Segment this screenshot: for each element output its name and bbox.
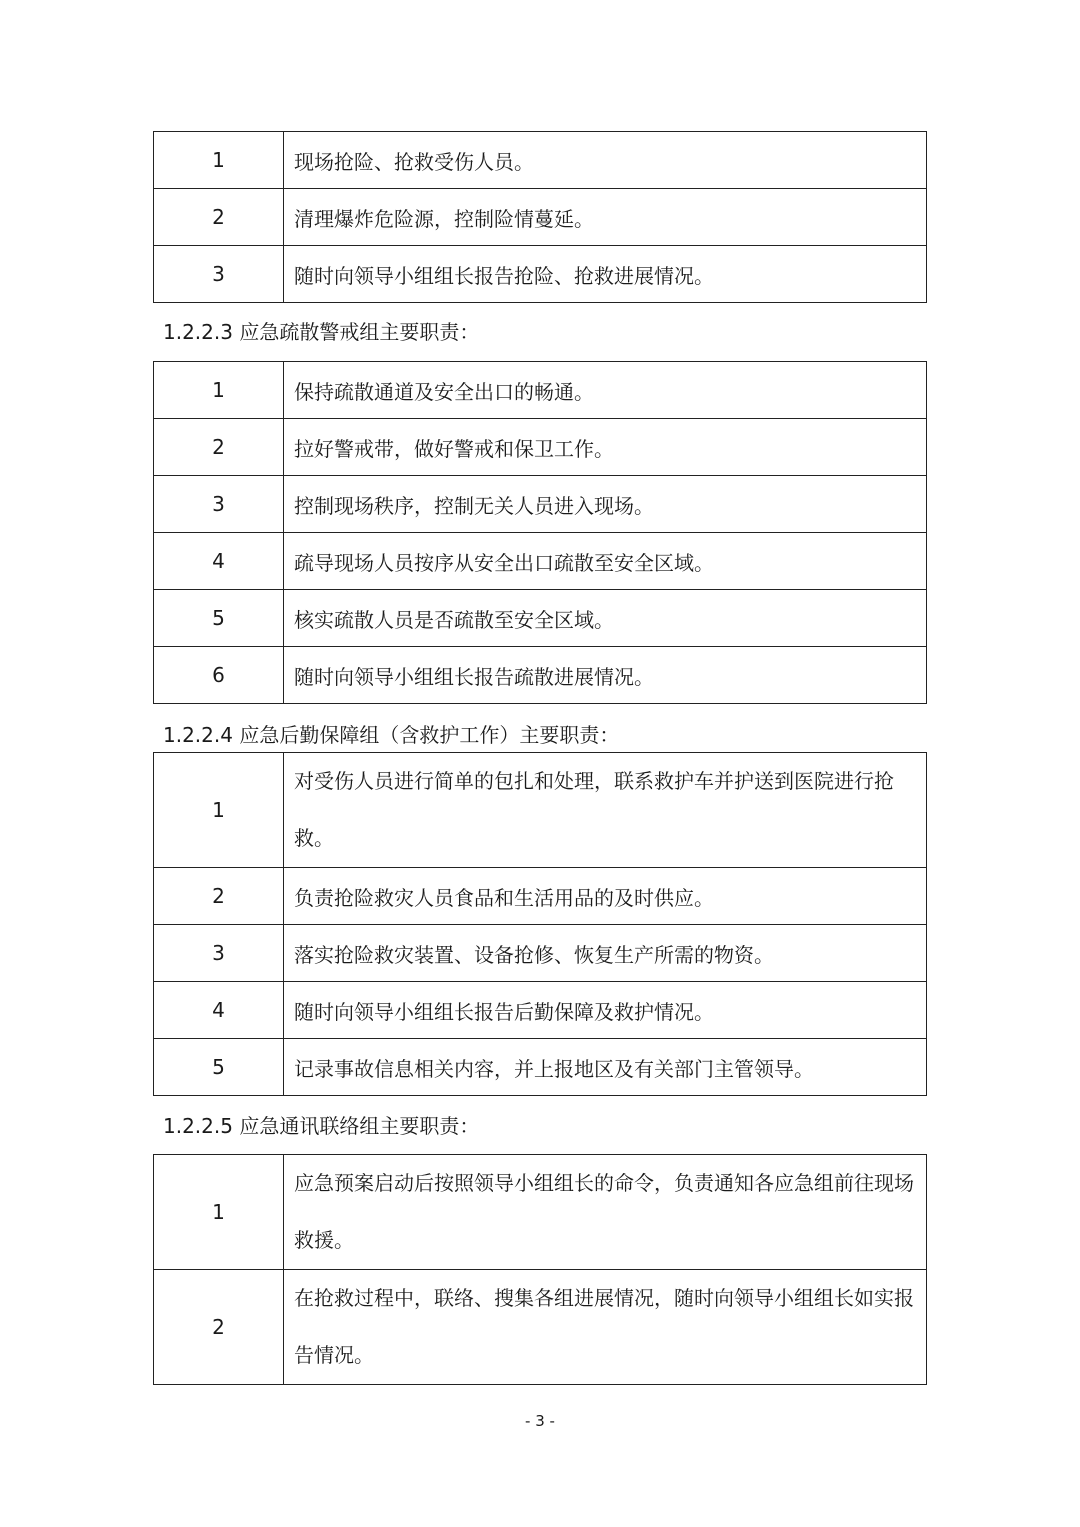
row-number: 1 <box>154 753 284 868</box>
duty-text: 在抢救过程中，联络、搜集各组进展情况，随时向领导小组组长如实报告情况。 <box>284 1270 927 1385</box>
page-number: - 3 - <box>525 1412 555 1430</box>
table-row <box>154 753 927 868</box>
row-number: 5 <box>154 590 284 647</box>
row-number: 1 <box>154 362 284 419</box>
table-row <box>154 362 927 419</box>
row-number: 1 <box>154 1155 284 1270</box>
duty-text: 控制现场秩序，控制无关人员进入现场。 <box>284 476 927 533</box>
duty-text: 随时向领导小组组长报告疏散进展情况。 <box>284 647 927 704</box>
duty-text: 疏导现场人员按序从安全出口疏散至安全区域。 <box>284 533 927 590</box>
table-row <box>154 419 927 476</box>
row-number: 2 <box>154 419 284 476</box>
duty-text: 随时向领导小组组长报告抢险、抢救进展情况。 <box>284 246 927 303</box>
section-heading-communication: 1.2.2.5 应急通讯联络组主要职责： <box>163 1114 480 1138</box>
table-row <box>154 1155 927 1270</box>
table-row <box>154 1039 927 1096</box>
row-number: 4 <box>154 533 284 590</box>
table-row <box>154 925 927 982</box>
row-number: 3 <box>154 476 284 533</box>
table-row <box>154 533 927 590</box>
table-row <box>154 647 927 704</box>
duty-text: 现场抢险、抢救受伤人员。 <box>284 132 927 189</box>
communication-duty-table <box>153 1154 927 1385</box>
evacuation-duty-table <box>153 361 927 704</box>
row-number: 3 <box>154 246 284 303</box>
table-row <box>154 1270 927 1385</box>
table-row <box>154 246 927 303</box>
row-number: 2 <box>154 868 284 925</box>
section-heading-evacuation: 1.2.2.3 应急疏散警戒组主要职责： <box>163 320 480 344</box>
rescue-duty-table <box>153 131 927 303</box>
duty-text: 记录事故信息相关内容，并上报地区及有关部门主管领导。 <box>284 1039 927 1096</box>
row-number: 2 <box>154 189 284 246</box>
duty-text: 负责抢险救灾人员食品和生活用品的及时供应。 <box>284 868 927 925</box>
duty-text: 落实抢险救灾装置、设备抢修、恢复生产所需的物资。 <box>284 925 927 982</box>
row-number: 6 <box>154 647 284 704</box>
row-number: 3 <box>154 925 284 982</box>
table-row <box>154 189 927 246</box>
row-number: 2 <box>154 1270 284 1385</box>
row-number: 1 <box>154 132 284 189</box>
duty-text: 保持疏散通道及安全出口的畅通。 <box>284 362 927 419</box>
row-number: 5 <box>154 1039 284 1096</box>
duty-text: 随时向领导小组组长报告后勤保障及救护情况。 <box>284 982 927 1039</box>
table-row <box>154 590 927 647</box>
duty-text: 核实疏散人员是否疏散至安全区域。 <box>284 590 927 647</box>
row-number: 4 <box>154 982 284 1039</box>
duty-text: 应急预案启动后按照领导小组组长的命令，负责通知各应急组前往现场救援。 <box>284 1155 927 1270</box>
duty-text: 清理爆炸危险源，控制险情蔓延。 <box>284 189 927 246</box>
logistics-duty-table <box>153 752 927 1096</box>
table-row <box>154 476 927 533</box>
table-row <box>154 132 927 189</box>
duty-text: 拉好警戒带，做好警戒和保卫工作。 <box>284 419 927 476</box>
table-row <box>154 982 927 1039</box>
duty-text: 对受伤人员进行简单的包扎和处理，联系救护车并护送到医院进行抢救。 <box>284 753 927 868</box>
table-row <box>154 868 927 925</box>
section-heading-logistics: 1.2.2.4 应急后勤保障组（含救护工作）主要职责： <box>163 723 620 747</box>
